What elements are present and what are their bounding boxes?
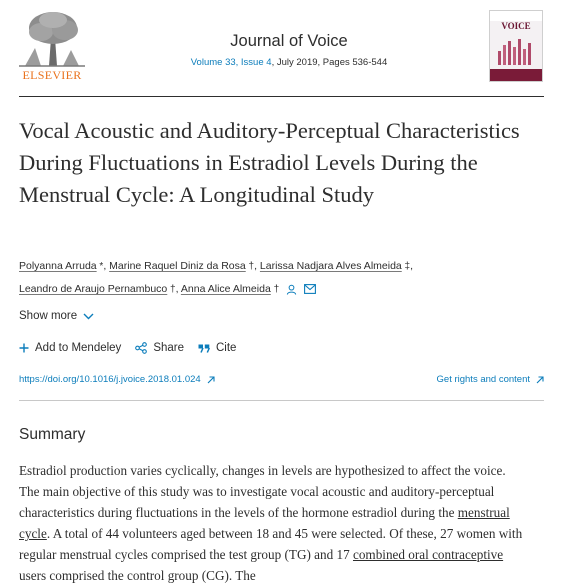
header-divider — [19, 96, 544, 97]
cover-graphic — [496, 37, 536, 65]
summary-heading: Summary — [19, 426, 86, 443]
menstrual-cycle-link[interactable]: menstrual cycle — [19, 505, 510, 541]
journal-header — [19, 8, 544, 96]
doi-row — [19, 374, 544, 390]
elsevier-tree-icon — [19, 8, 85, 68]
author-link[interactable]: Larissa Nadjara Alves Almeida — [259, 260, 402, 272]
journal-cover-thumbnail[interactable] — [489, 10, 543, 82]
elsevier-logo[interactable] — [19, 8, 85, 82]
doi-link[interactable] — [19, 374, 215, 385]
volume-issue-link[interactable]: Volume 33, Issue 4 — [190, 57, 272, 68]
share-label: Share — [153, 342, 184, 354]
author-link[interactable]: Leandro de Araujo Pernambuco — [19, 283, 168, 295]
journal-meta — [159, 57, 419, 68]
author-mark: * — [96, 261, 104, 272]
author-link[interactable]: Marine Raquel Diniz da Rosa — [109, 260, 246, 272]
summary-text: users comprised the control group (CG). The — [19, 568, 256, 583]
add-to-mendeley-button[interactable] — [19, 342, 121, 354]
get-rights-link[interactable] — [437, 374, 544, 385]
quote-icon — [198, 344, 210, 353]
author-link[interactable]: Anna Alice Almeida — [180, 283, 271, 295]
envelope-icon[interactable] — [304, 284, 316, 294]
cite-label: Cite — [216, 342, 237, 354]
summary-paragraph — [19, 460, 529, 586]
doi-text: https://doi.org/10.1016/j.jvoice.2018.01.024 — [19, 374, 201, 385]
cover-title: VOICE — [501, 21, 531, 31]
external-arrow-icon — [536, 376, 544, 384]
add-to-mendeley-label: Add to Mendeley — [35, 342, 122, 354]
plus-icon — [19, 343, 29, 353]
author-mark: † — [167, 284, 176, 295]
summary-text: Estradiol production varies cyclically, changes in levels are hypothesized to affect the voice. The main objective of this study was to investigate vocal acoustic and auditory-perceptual characteristics during fluctuations in the levels of the hormone estradiol during the — [19, 463, 506, 520]
cover-footer-band — [490, 69, 542, 81]
show-more-label: Show more — [19, 310, 78, 322]
article-actions — [19, 342, 250, 354]
cover-header-strip — [490, 11, 542, 21]
author-list: Polyanna Arruda *, Marine Raquel Diniz da Rosa †, Larissa Nadjara Alves Almeida ‡, Leandro de Araujo Pernambuco †, Anna Alice Almeida † — [19, 260, 414, 295]
person-icon[interactable] — [286, 284, 297, 295]
combined-oral-contraceptive-link[interactable]: combined oral contraceptive — [352, 547, 504, 562]
section-divider — [19, 400, 544, 401]
show-more-button[interactable] — [19, 310, 94, 322]
external-arrow-icon — [207, 376, 215, 384]
get-rights-text: Get rights and content — [436, 374, 530, 385]
cite-button[interactable] — [198, 342, 236, 354]
journal-info — [159, 32, 419, 68]
share-button[interactable] — [135, 342, 184, 354]
author-mark: † — [270, 284, 280, 295]
article-title: Vocal Acoustic and Auditory-Perceptual Characteristics During Fluctuations in Estradiol Levels During the Menstrual Cycle: A Longitudinal Study — [19, 118, 520, 207]
summary-text: . A total of 44 volunteers aged between 18 and 45 were selected. Of these, 27 women with regular menstrual cycles comprised the test group (TG) and 17 — [19, 526, 523, 562]
date-pages: , July 2019, Pages 536-544 — [271, 57, 388, 68]
author-link[interactable]: Polyanna Arruda — [19, 260, 97, 272]
elsevier-wordmark: ELSEVIER — [22, 68, 82, 82]
share-icon — [135, 342, 147, 354]
journal-title[interactable]: Journal of Voice — [230, 32, 348, 50]
chevron-down-icon — [83, 313, 94, 320]
author-mark: † — [245, 261, 255, 272]
author-mark: ‡ — [401, 261, 411, 272]
